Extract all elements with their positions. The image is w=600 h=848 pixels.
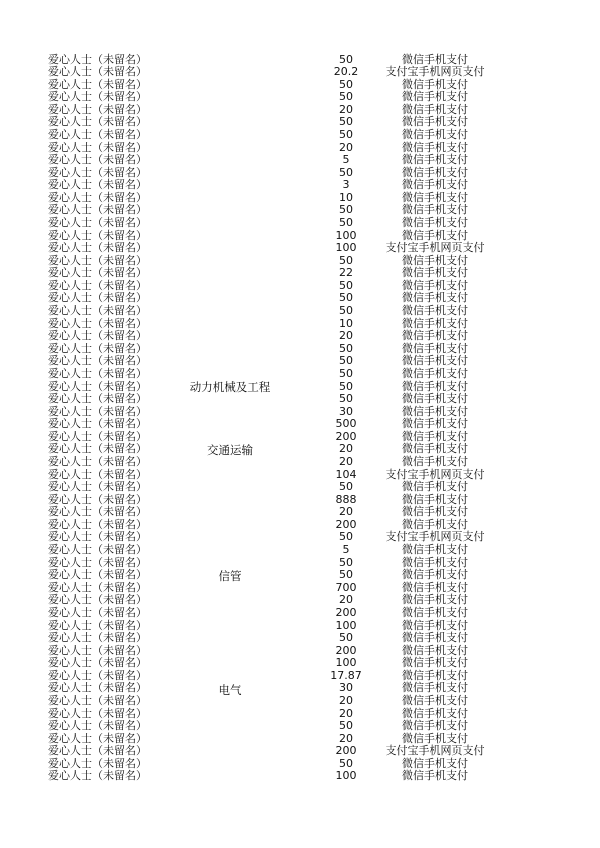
- donation-row: [0, 506, 600, 519]
- payment-method: 微信手机支付: [402, 618, 468, 632]
- donation-row: [0, 393, 600, 406]
- payment-method: 微信手机支付: [402, 329, 468, 343]
- donor-name: 爱心人士（未留名）: [48, 291, 147, 305]
- donation-row: [0, 368, 600, 381]
- payment-method: 微信手机支付: [402, 605, 468, 619]
- donor-name: 爱心人士（未留名）: [48, 354, 147, 368]
- donor-name: 爱心人士（未留名）: [48, 605, 147, 619]
- donation-row: [0, 720, 600, 733]
- donor-name: 爱心人士（未留名）: [48, 203, 147, 217]
- payment-method: 微信手机支付: [402, 379, 468, 393]
- donor-name: 爱心人士（未留名）: [48, 379, 147, 393]
- donation-amount: 50: [339, 278, 353, 292]
- donor-name: 爱心人士（未留名）: [48, 329, 147, 343]
- donation-amount: 20: [339, 455, 353, 468]
- payment-method: 微信手机支付: [402, 278, 468, 292]
- donor-name: 爱心人士（未留名）: [48, 442, 147, 456]
- donation-row: [0, 695, 600, 708]
- donation-row: [0, 607, 600, 620]
- donor-name: 爱心人士（未留名）: [48, 593, 147, 607]
- donation-amount: 10: [339, 316, 353, 330]
- donation-amount: 20: [339, 593, 353, 607]
- donation-amount: 200: [335, 744, 357, 758]
- payment-method: 微信手机支付: [402, 90, 468, 104]
- donor-name: 爱心人士（未留名）: [48, 228, 147, 242]
- donation-row: [0, 217, 600, 230]
- donation-amount: 20: [339, 505, 353, 519]
- donor-name: 爱心人士（未留名）: [48, 392, 147, 406]
- payment-method: 微信手机支付: [402, 354, 468, 368]
- donor-name: 爱心人士（未留名）: [48, 140, 147, 154]
- donation-amount: 50: [339, 366, 353, 380]
- donation-amount: 200: [335, 605, 357, 619]
- payment-method: 微信手机支付: [402, 178, 468, 192]
- payment-method: 微信手机支付: [402, 392, 468, 406]
- donation-amount: 50: [339, 354, 353, 368]
- donation-amount: 50: [339, 480, 353, 494]
- donation-amount: 20: [339, 706, 353, 720]
- donation-amount: 100: [335, 656, 357, 670]
- donor-name: 爱心人士（未留名）: [48, 102, 147, 116]
- donation-row: [0, 154, 600, 167]
- donor-name: 爱心人士（未留名）: [48, 90, 147, 104]
- donation-amount: 100: [335, 228, 357, 242]
- department-label-power: 动力机械及工程: [189, 380, 271, 394]
- donation-amount: 104: [335, 467, 357, 481]
- donor-name: 爱心人士（未留名）: [48, 366, 147, 380]
- donor-name: 爱心人士（未留名）: [48, 543, 147, 557]
- donation-amount: 20.2: [333, 65, 359, 79]
- payment-method: 微信手机支付: [402, 429, 468, 443]
- payment-method: 微信手机支付: [402, 505, 468, 519]
- donation-row: [0, 91, 600, 104]
- department-label-info-mgmt: 信管: [218, 569, 242, 583]
- donation-amount: 20: [339, 329, 353, 343]
- payment-method: 微信手机支付: [402, 266, 468, 280]
- donor-name: 爱心人士（未留名）: [48, 178, 147, 192]
- donation-row: [0, 544, 600, 557]
- donation-row: [0, 657, 600, 670]
- payment-method: 微信手机支付: [402, 719, 468, 733]
- donation-amount: 50: [339, 127, 353, 141]
- donation-amount: 50: [339, 756, 353, 770]
- donor-name: 爱心人士（未留名）: [48, 266, 147, 280]
- payment-method: 微信手机支付: [402, 756, 468, 770]
- donation-row: [0, 305, 600, 318]
- donation-amount: 50: [339, 392, 353, 406]
- donor-name: 爱心人士（未留名）: [48, 404, 147, 418]
- payment-method: 微信手机支付: [402, 291, 468, 305]
- donation-row: [0, 66, 600, 79]
- donor-name: 爱心人士（未留名）: [48, 455, 147, 468]
- payment-method: 微信手机支付: [402, 517, 468, 531]
- donor-name: 爱心人士（未留名）: [48, 681, 147, 695]
- donation-amount: 50: [339, 90, 353, 104]
- donation-row: [0, 179, 600, 192]
- donor-name: 爱心人士（未留名）: [48, 278, 147, 292]
- donor-name: 爱心人士（未留名）: [48, 530, 147, 544]
- payment-method: 微信手机支付: [402, 543, 468, 557]
- donor-name: 爱心人士（未留名）: [48, 769, 147, 783]
- donation-amount: 888: [335, 492, 357, 506]
- donor-name: 爱心人士（未留名）: [48, 656, 147, 670]
- donation-row: [0, 242, 600, 255]
- donation-amount: 50: [339, 291, 353, 305]
- department-label-transport: 交通运输: [207, 443, 253, 457]
- donation-amount: 50: [339, 165, 353, 179]
- payment-method: 支付宝手机网页支付: [385, 744, 485, 758]
- donor-name: 爱心人士（未留名）: [48, 316, 147, 330]
- payment-method: 微信手机支付: [402, 153, 468, 167]
- payment-method: 微信手机支付: [402, 216, 468, 230]
- donation-amount: 20: [339, 102, 353, 116]
- donation-row: [0, 770, 600, 783]
- donor-name: 爱心人士（未留名）: [48, 492, 147, 506]
- payment-method: 微信手机支付: [402, 643, 468, 657]
- payment-method: 微信手机支付: [402, 127, 468, 141]
- donation-amount: 700: [335, 580, 357, 594]
- donor-name: 爱心人士（未留名）: [48, 480, 147, 494]
- donation-row: [0, 330, 600, 343]
- donation-amount: 20: [339, 693, 353, 707]
- donation-amount: 5: [342, 543, 350, 557]
- payment-method: 微信手机支付: [402, 417, 468, 431]
- payment-method: 微信手机支付: [402, 580, 468, 594]
- donation-amount: 5: [342, 153, 350, 167]
- donor-name: 爱心人士（未留名）: [48, 580, 147, 594]
- donor-name: 爱心人士（未留名）: [48, 216, 147, 230]
- payment-method: 微信手机支付: [402, 304, 468, 318]
- department-label-electrical: 电气: [218, 683, 242, 697]
- donor-name: 爱心人士（未留名）: [48, 744, 147, 758]
- donation-amount: 50: [339, 631, 353, 645]
- donor-name: 爱心人士（未留名）: [48, 341, 147, 355]
- donation-amount: 100: [335, 769, 357, 783]
- donation-amount: 200: [335, 643, 357, 657]
- donation-amount: 50: [339, 304, 353, 318]
- donation-row: [0, 632, 600, 645]
- payment-method: 微信手机支付: [402, 404, 468, 418]
- donor-name: 爱心人士（未留名）: [48, 631, 147, 645]
- donation-amount: 50: [339, 379, 353, 393]
- donor-name: 爱心人士（未留名）: [48, 668, 147, 682]
- donation-list: [0, 54, 600, 784]
- payment-method: 微信手机支付: [402, 568, 468, 582]
- donor-name: 爱心人士（未留名）: [48, 706, 147, 720]
- donation-amount: 20: [339, 731, 353, 745]
- donation-amount: 20: [339, 140, 353, 154]
- donor-name: 爱心人士（未留名）: [48, 517, 147, 531]
- donation-row: [0, 745, 600, 758]
- donation-amount: 50: [339, 77, 353, 91]
- donor-name: 爱心人士（未留名）: [48, 153, 147, 167]
- payment-method: 微信手机支付: [402, 316, 468, 330]
- payment-method: 微信手机支付: [402, 203, 468, 217]
- payment-method: 微信手机支付: [402, 693, 468, 707]
- donor-name: 爱心人士（未留名）: [48, 693, 147, 707]
- donor-name: 爱心人士（未留名）: [48, 165, 147, 179]
- donation-amount: 50: [339, 341, 353, 355]
- donor-name: 爱心人士（未留名）: [48, 115, 147, 129]
- payment-method: 微信手机支付: [402, 555, 468, 569]
- donor-name: 爱心人士（未留名）: [48, 253, 147, 267]
- donor-name: 爱心人士（未留名）: [48, 568, 147, 582]
- payment-method: 微信手机支付: [402, 442, 468, 456]
- payment-method: 微信手机支付: [402, 165, 468, 179]
- donation-amount: 22: [339, 266, 353, 280]
- payment-method: 支付宝手机网页支付: [385, 65, 485, 79]
- donor-name: 爱心人士（未留名）: [48, 467, 147, 481]
- donor-name: 爱心人士（未留名）: [48, 731, 147, 745]
- donation-amount: 50: [339, 203, 353, 217]
- donor-name: 爱心人士（未留名）: [48, 555, 147, 569]
- payment-method: 微信手机支付: [402, 668, 468, 682]
- donor-name: 爱心人士（未留名）: [48, 77, 147, 91]
- donation-row: [0, 456, 600, 469]
- donor-name: 爱心人士（未留名）: [48, 65, 147, 79]
- donation-amount: 50: [339, 719, 353, 733]
- donation-amount: 200: [335, 517, 357, 531]
- payment-method: 微信手机支付: [402, 115, 468, 129]
- payment-method: 微信手机支付: [402, 190, 468, 204]
- donor-name: 爱心人士（未留名）: [48, 618, 147, 632]
- donation-amount: 200: [335, 429, 357, 443]
- donation-amount: 17.87: [330, 668, 362, 682]
- payment-method: 支付宝手机网页支付: [385, 467, 485, 481]
- donation-amount: 3: [342, 178, 350, 192]
- donation-row: [0, 569, 600, 582]
- donor-name: 爱心人士（未留名）: [48, 52, 147, 66]
- donation-row: [0, 418, 600, 431]
- donation-amount: 30: [339, 681, 353, 695]
- donor-name: 爱心人士（未留名）: [48, 756, 147, 770]
- payment-method: 微信手机支付: [402, 228, 468, 242]
- payment-method: 微信手机支付: [402, 631, 468, 645]
- donation-amount: 100: [335, 618, 357, 632]
- payment-method: 微信手机支付: [402, 140, 468, 154]
- donation-amount: 20: [339, 442, 353, 456]
- donor-name: 爱心人士（未留名）: [48, 241, 147, 255]
- payment-method: 微信手机支付: [402, 731, 468, 745]
- donation-amount: 100: [335, 241, 357, 255]
- payment-method: 微信手机支付: [402, 52, 468, 66]
- payment-method: 微信手机支付: [402, 706, 468, 720]
- payment-method: 微信手机支付: [402, 593, 468, 607]
- donor-name: 爱心人士（未留名）: [48, 190, 147, 204]
- payment-method: 微信手机支付: [402, 656, 468, 670]
- payment-method: 微信手机支付: [402, 769, 468, 783]
- donation-amount: 30: [339, 404, 353, 418]
- donation-amount: 50: [339, 52, 353, 66]
- donor-name: 爱心人士（未留名）: [48, 429, 147, 443]
- donation-amount: 50: [339, 530, 353, 544]
- donor-name: 爱心人士（未留名）: [48, 643, 147, 657]
- payment-method: 支付宝手机网页支付: [385, 241, 485, 255]
- donor-name: 爱心人士（未留名）: [48, 417, 147, 431]
- donation-amount: 50: [339, 555, 353, 569]
- payment-method: 微信手机支付: [402, 77, 468, 91]
- payment-method: 微信手机支付: [402, 455, 468, 468]
- donation-amount: 500: [335, 417, 357, 431]
- donation-amount: 10: [339, 190, 353, 204]
- payment-method: 微信手机支付: [402, 341, 468, 355]
- donor-name: 爱心人士（未留名）: [48, 719, 147, 733]
- payment-method: 微信手机支付: [402, 681, 468, 695]
- donation-amount: 50: [339, 115, 353, 129]
- payment-method: 微信手机支付: [402, 492, 468, 506]
- donor-name: 爱心人士（未留名）: [48, 127, 147, 141]
- donation-row: [0, 129, 600, 142]
- donation-amount: 50: [339, 253, 353, 267]
- donation-row: [0, 481, 600, 494]
- donation-amount: 50: [339, 568, 353, 582]
- payment-method: 微信手机支付: [402, 102, 468, 116]
- payment-method: 微信手机支付: [402, 480, 468, 494]
- donation-amount: 50: [339, 216, 353, 230]
- payment-method: 微信手机支付: [402, 253, 468, 267]
- payment-method: 微信手机支付: [402, 366, 468, 380]
- payment-method: 支付宝手机网页支付: [385, 530, 485, 544]
- donor-name: 爱心人士（未留名）: [48, 505, 147, 519]
- donor-name: 爱心人士（未留名）: [48, 304, 147, 318]
